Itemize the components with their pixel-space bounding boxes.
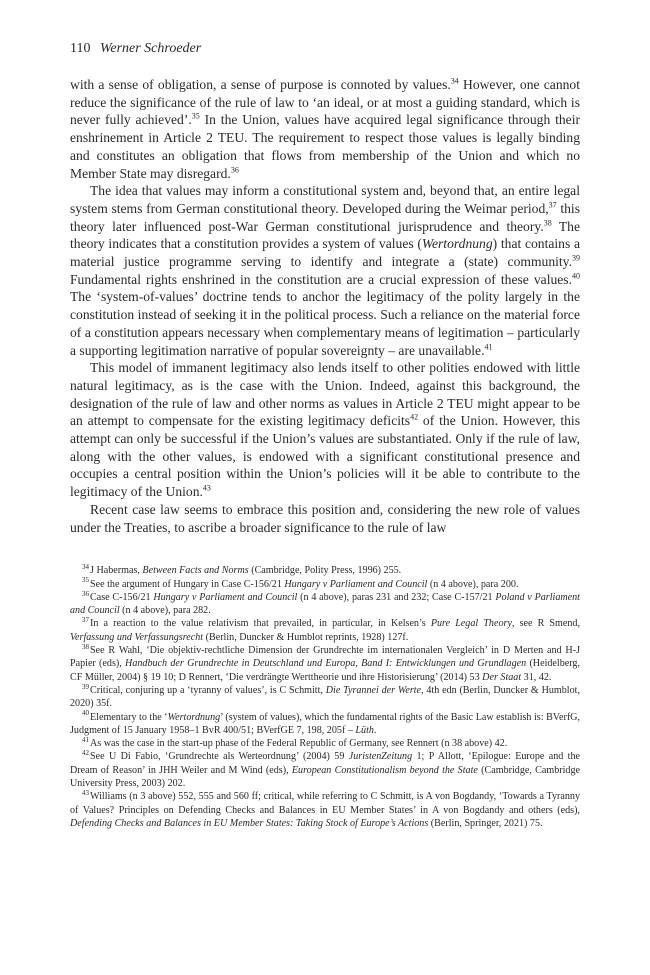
footnote-ref: 36 — [230, 164, 239, 174]
footnote-36 — [70, 591, 580, 618]
text-run: This model of immanent legitimacy also lends itself to other polities endowed with little natural legitimacy, as is the case with the Union. Indeed, against this background, the designation of the rule of law and other norms as values in Article 2 TEU might appear to be an attempt to compensate for the existing legitimacy deficits — [70, 360, 580, 429]
text-run: (Cambridge, Cambridge University Press, 2003) 202. — [70, 764, 581, 790]
footnote-35 — [70, 578, 580, 591]
footnote-39 — [70, 684, 580, 711]
text-run: , see R Smend, — [511, 618, 580, 630]
text-run: However, one cannot reduce the significance of the rule of law to ‘an ideal, or at most a guiding standard, which is never fully achieved’. — [70, 77, 581, 128]
italic-text: European Constitutionalism beyond the State — [291, 764, 478, 776]
footnote-ref: 40 — [572, 271, 580, 281]
text-run: this theory later influenced post-War German constitutional jurisprudence and theory. — [70, 200, 580, 234]
footnote-37 — [70, 617, 580, 644]
text-run: (Berlin, Duncker & Humblot reprints, 1928) 127f. — [203, 631, 409, 643]
footnote-number: 41 — [82, 735, 89, 744]
footnote-43 — [70, 790, 580, 830]
italic-text: Der Staat — [482, 671, 522, 683]
text-run: . — [373, 724, 377, 736]
text-run: As was the case in the start-up phase of the Federal Republic of Germany, see Rennert (n 38 above) 42. — [90, 738, 508, 750]
text-run: 31, 42. — [521, 671, 552, 683]
text-run: See R Wahl, ‘Die objektiv-rechtliche Dimension der Grundrechte im internationalen Vergleich’ in D Merten and H-J Papier (eds), — [70, 645, 580, 670]
text-run: Critical, conjuring up a ‘tyranny of values’, is C Schmitt, — [90, 684, 326, 696]
paragraph-2 — [70, 182, 580, 359]
footnote-ref: 39 — [572, 253, 580, 263]
footnote-ref: 35 — [191, 111, 200, 121]
main-text — [70, 76, 580, 536]
footnote-38 — [70, 644, 580, 684]
italic-text: Hungary v Parliament and Council — [284, 578, 428, 590]
text-run: ’ (system of values), which the fundamental rights of the Basic Law establish is: BVerfG, Judgment of 15 January 1958–1 BvR 400/51; BVerfGE 7, 198, 205f – — [70, 711, 580, 736]
paragraph-3 — [70, 359, 580, 501]
text-run: Recent case law seems to embrace this position and, considering the new role of values under the Treaties, to ascribe a broader significance to the rule of law — [70, 501, 580, 535]
text-run: of the Union. However, this attempt can only be successful if the Union’s values are substantiated. Only if the rule of law, along with the other values, is endowed with a significant constitutional presence and occupies a central position within the Union’s policies will it be able to contribute to the legitimacy of the Union. — [70, 413, 580, 500]
footnote-number: 34 — [82, 562, 89, 571]
footnote-number: 40 — [82, 709, 89, 718]
italic-text: Pure Legal Theory — [430, 618, 512, 630]
text-run: In a reaction to the value relativism that prevailed, in particular, in Kelsen’s — [90, 618, 431, 630]
italic-text: Wertordnung — [421, 236, 493, 252]
running-head-author: Werner Schroeder — [99, 41, 202, 56]
footnote-34 — [70, 564, 580, 577]
italic-text: Wertordnung — [167, 711, 221, 723]
text-run: See the argument of Hungary in Case C-156/21 — [90, 578, 285, 590]
footnote-ref: 41 — [484, 342, 493, 352]
text-run: (n 4 above), para 200. — [427, 578, 519, 590]
text-run: J Habermas, — [90, 565, 143, 577]
footnote-number: 42 — [82, 749, 89, 758]
footnotes — [70, 564, 580, 830]
text-run: , 4th edn (Berlin, Duncker & Humblot, 2020) 35f. — [70, 684, 580, 710]
italic-text: Handbuch der Grundrechte in Deutschland und Europa, Band I: Entwicklungen und Grundlagen — [125, 658, 527, 670]
text-run: 1; P Allott, ‘Epilogue: Europe and the Dream of Reason’ in JHH Weiler and M Wind (eds), — [70, 751, 580, 776]
text-run: (n 4 above), para 282. — [119, 605, 211, 617]
text-run: See U Di Fabio, ‘Grundrechte als Werteordnung’ (2004) 59 — [90, 751, 349, 763]
footnote-number: 38 — [82, 642, 89, 651]
italic-text: Defending Checks and Balances in EU Member States: Taking Stock of Europe’s Actions — [70, 817, 429, 829]
footnote-40 — [70, 711, 580, 738]
text-run: (Heidelberg, CF Müller, 2004) § 19 10; D Rennert, ‘Die verdrängte Werttheorie und ihre Historisierung’ (2014) 53 — [70, 658, 580, 683]
text-run: (Cambridge, Polity Press, 1996) 255. — [248, 565, 402, 577]
footnote-number: 43 — [82, 788, 89, 797]
italic-text: Die Tyrannei der Werte — [325, 684, 422, 696]
text-run: The idea that values may inform a constitutional system and, beyond that, an entire legal system stems from German constitutional theory. Developed during the Weimar period, — [70, 183, 580, 216]
text-run: ) that contains a material justice programme serving to identify and integrate a (state) community. — [70, 236, 580, 270]
footnote-number: 35 — [82, 576, 89, 585]
text-run: In the Union, values have acquired legal significance through their enshrinement in Article 2 TEU. The requirement to respect those values is legally binding and constitutes an obligation that flows from membership of the Union and which no Member State may disregard. — [70, 112, 580, 181]
running-header — [70, 40, 580, 58]
text-run: Case C-156/21 — [90, 591, 154, 603]
text-run: Elementary to the ‘ — [90, 711, 168, 723]
italic-text: Poland v Parliament and Council — [70, 591, 580, 617]
italic-text: Between Facts and Norms — [142, 565, 249, 577]
italic-text: JuristenZeitung — [348, 751, 413, 763]
text-run: Williams (n 3 above) 552, 555 and 560 ff; critical, while referring to C Schmitt, is A von Bogdandy, ‘Towards a Tyranny of Values? Principles on Defending Checks and Balances in EU Member States’ in A von Bogdandy and others (eds), — [70, 791, 580, 816]
footnote-ref: 38 — [543, 218, 552, 228]
footnote-ref: 42 — [410, 412, 419, 422]
footnote-42 — [70, 750, 580, 790]
footnote-number: 37 — [82, 616, 89, 625]
italic-text: Verfassung und Verfassungsrecht — [70, 631, 204, 643]
footnote-ref: 34 — [450, 76, 459, 86]
footnote-number: 39 — [82, 682, 89, 691]
text-run: (n 4 above), paras 231 and 232; Case C-157/21 — [297, 591, 496, 603]
footnote-number: 36 — [82, 589, 89, 598]
book-page — [70, 40, 580, 830]
footnote-ref: 37 — [548, 200, 557, 210]
paragraph-4 — [70, 501, 580, 536]
italic-text: Hungary v Parliament and Council — [153, 591, 298, 603]
page-number: 110 — [70, 41, 91, 56]
paragraph-1 — [70, 76, 580, 182]
text-run: The theory indicates that a constitution provides a system of values ( — [70, 218, 580, 252]
footnote-41 — [70, 737, 580, 750]
footnote-ref: 43 — [202, 483, 211, 493]
italic-text: Lüth — [355, 724, 374, 736]
text-run: Fundamental rights enshrined in the constitution are a crucial expression of these values. — [70, 271, 572, 287]
text-run: (Berlin, Springer, 2021) 75. — [428, 817, 543, 829]
text-run: with a sense of obligation, a sense of purpose is connoted by values. — [70, 77, 451, 92]
text-run: The ‘system-of-values’ doctrine tends to anchor the legitimacy of the polity largely in the constitution instead of seeking it in the political process. Such a reliance on the material force of a constitution appears necessary when complementary means of legitimation – particularly a supporting legitimation narrative of popular sovereignty – are unavailable. — [70, 289, 580, 358]
